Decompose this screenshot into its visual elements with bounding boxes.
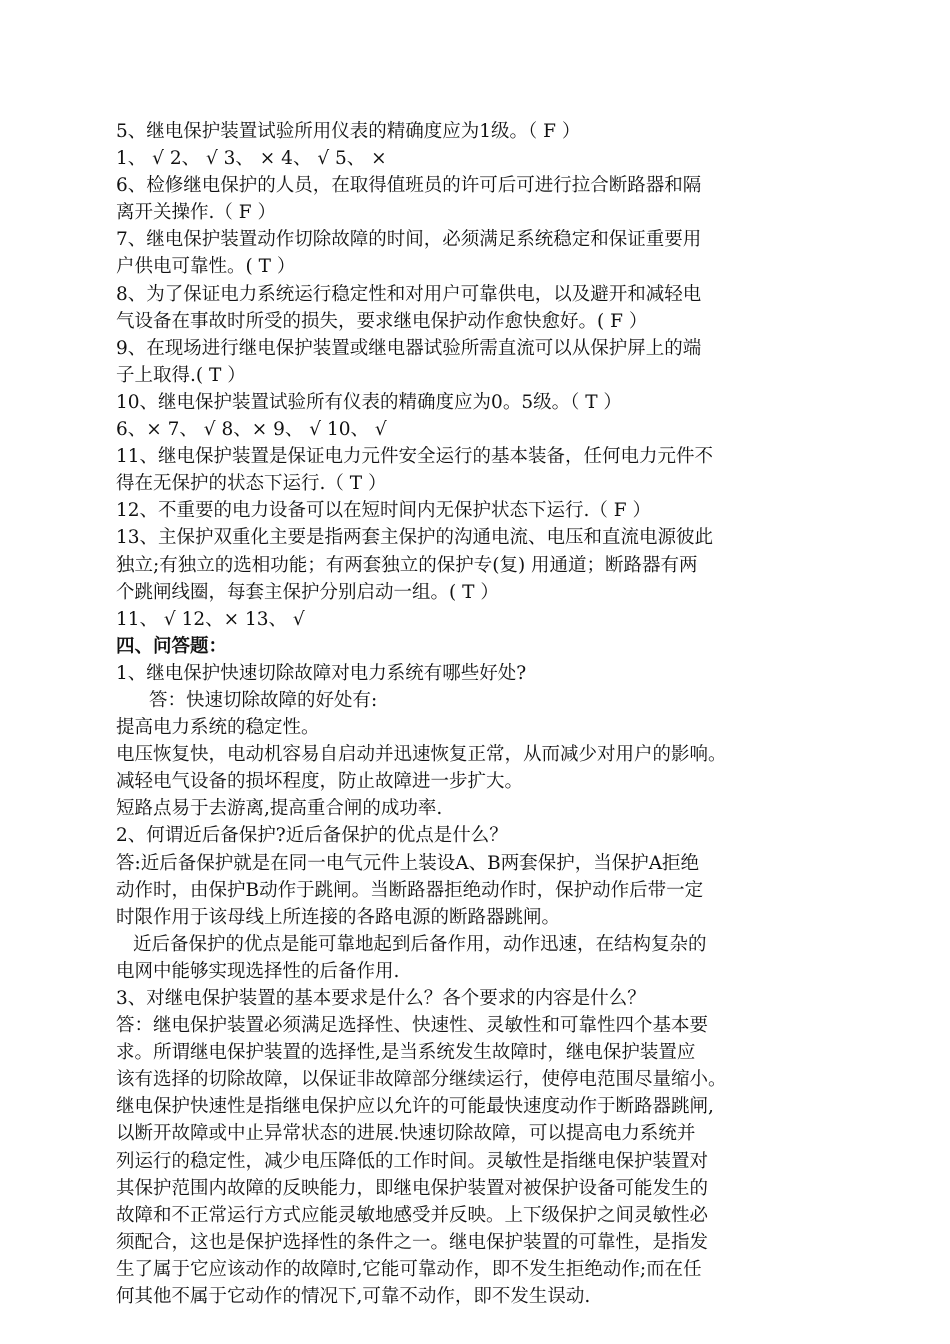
text-line: 答：继电保护装置必须满足选择性、快速性、灵敏性和可靠性四个基本要 [116, 1015, 709, 1037]
text-line: 何其他不属于它动作的情况下,可靠不动作，即不发生误动. [116, 1286, 591, 1308]
text-line: 7、继电保护装置动作切除故障的时间，必须满足系统稳定和保证重要用 [116, 229, 702, 251]
text-line: 户供电可靠性。( T ） [116, 256, 296, 278]
text-line: 得在无保护的状态下运行.（ T ） [116, 473, 387, 495]
question-line: 3、对继电保护装置的基本要求是什么？各个要求的内容是什么？ [116, 988, 646, 1009]
text-line: 其保护范围内故障的反映能力，即继电保护装置对被保护设备可能发生的 [116, 1177, 709, 1199]
text-line: 时限作用于该母线上所连接的各路电源的断路器跳闸。 [116, 906, 561, 928]
section-heading: 四、问答题： [116, 635, 228, 657]
text-line: 独立;有独立的选相功能；有两套独立的保护专(复) 用通道；断路器有两 [116, 554, 698, 576]
text-line: 11、继电保护装置是保证电力元件安全运行的基本装备，任何电力元件不 [116, 446, 714, 468]
text-line: 近后备保护的优点是能可靠地起到后备作用，动作迅速，在结构复杂的 [133, 933, 707, 955]
text-line: 求。所谓继电保护装置的选择性,是当系统发生故障时，继电保护装置应 [116, 1042, 696, 1064]
text-line: 减轻电气设备的损坏程度，防止故障进一步扩大。 [116, 771, 524, 793]
text-line: 5、继电保护装置试验所用仪表的精确度应为1级。（ F ） [116, 121, 581, 142]
text-line: 12、不重要的电力设备可以在短时间内无保护状态下运行.（ F ） [116, 500, 652, 522]
answer-key-line: 11、 √ 12、× 13、 √ [116, 608, 305, 630]
text-line: 电网中能够实现选择性的后备作用. [116, 960, 400, 982]
text-line: 生了属于它应该动作的故障时,它能可靠动作，即不发生拒绝动作;而在任 [116, 1258, 702, 1280]
answer-key-line: 1、 √ 2、 √ 3、 × 4、 √ 5、 × [116, 148, 387, 170]
text-line: 9、在现场进行继电保护装置或继电器试验所需直流可以从保护屏上的端 [116, 337, 702, 359]
text-line: 动作时，由保护B动作于跳闸。当断路器拒绝动作时，保护动作后带一定 [116, 879, 704, 901]
text-line: 8、为了保证电力系统运行稳定性和对用户可靠供电，以及避开和减轻电 [116, 283, 702, 305]
text-line: 10、继电保护装置试验所有仪表的精确度应为0。5级。（ T ） [116, 391, 622, 413]
text-line: 6、检修继电保护的人员，在取得值班员的许可后可进行拉合断路器和隔 [116, 175, 702, 197]
text-line: 提高电力系统的稳定性。 [116, 717, 320, 739]
answer-intro-line: 答：快速切除故障的好处有: [149, 689, 378, 711]
question-line: 2、何谓近后备保护?近后备保护的优点是什么？ [116, 825, 508, 847]
text-line: 离开关操作.（ F ） [116, 202, 276, 224]
text-line: 13、主保护双重化主要是指两套主保护的沟通电流、电压和直流电源彼此 [116, 527, 714, 549]
text-line: 继电保护快速性是指继电保护应以允许的可能最快速度动作于断路器跳闸, [116, 1096, 714, 1118]
text-line: 短路点易于去游离,提高重合闸的成功率. [116, 798, 443, 820]
text-line: 子上取得.( T ） [116, 364, 246, 386]
text-line: 列运行的稳定性，减少电压降低的工作时间。灵敏性是指继电保护装置对 [116, 1150, 709, 1172]
document-page [116, 118, 856, 1310]
answer-key-line: 6、× 7、 √ 8、× 9、 √ 10、 √ [116, 419, 387, 441]
text-line: 电压恢复快，电动机容易自启动并迅速恢复正常，从而减少对用户的影响。 [116, 744, 727, 766]
text-line: 以断开故障或中止异常状态的进展.快速切除故障，可以提高电力系统并 [116, 1123, 696, 1145]
text-line: 答:近后备保护就是在同一电气元件上装设A、B两套保护，当保护A拒绝 [116, 852, 700, 874]
text-line: 个跳闸线圈，每套主保护分别启动一组。( T ） [116, 581, 499, 603]
text-line: 须配合，这也是保护选择性的条件之一。继电保护装置的可靠性，是指发 [116, 1231, 709, 1253]
text-line: 故障和不正常运行方式应能灵敏地感受并反映。上下级保护之间灵敏性必 [116, 1204, 709, 1226]
text-line: 气设备在事故时所受的损失，要求继电保护动作愈快愈好。( F ） [116, 310, 648, 332]
text-line: 该有选择的切除故障，以保证非故障部分继续运行，使停电范围尽量缩小。 [116, 1069, 727, 1091]
question-line: 1、继电保护快速切除故障对电力系统有哪些好处? [116, 662, 527, 684]
